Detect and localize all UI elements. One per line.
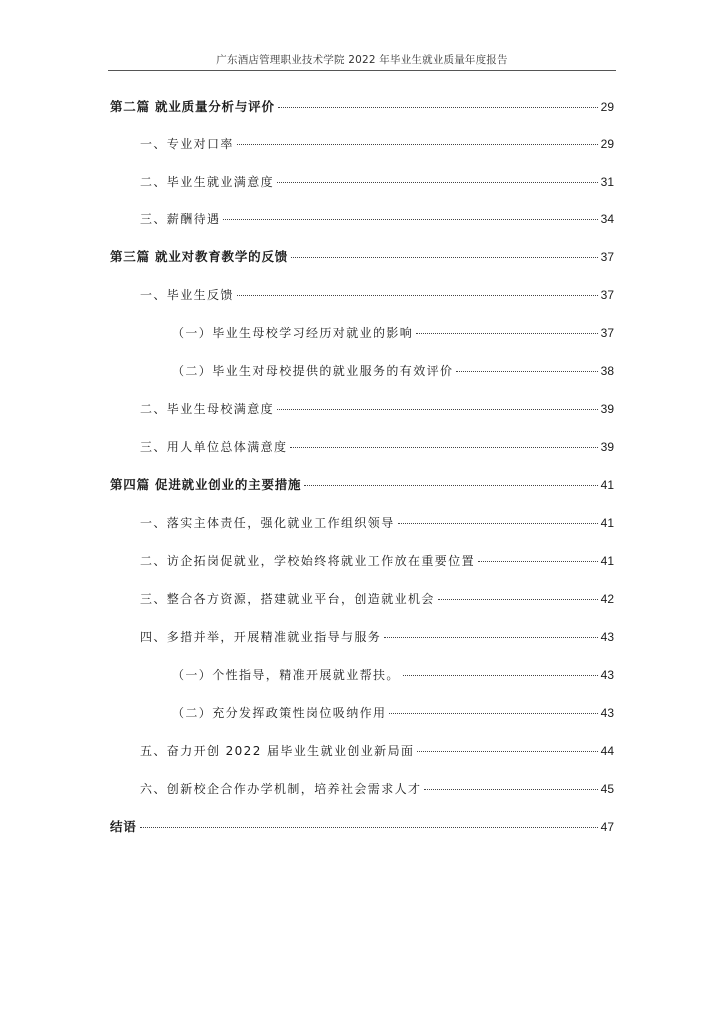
toc-page-number: 37 <box>600 288 614 302</box>
toc-entry[interactable] <box>140 438 614 456</box>
toc-dot-leader <box>223 219 597 220</box>
toc-page-number: 37 <box>600 326 614 340</box>
toc-page-number: 43 <box>600 668 614 682</box>
toc-entry[interactable] <box>140 400 614 418</box>
toc-dot-leader <box>278 107 598 108</box>
toc-dot-leader <box>237 295 598 296</box>
toc-entry-title: 二、毕业生就业满意度 <box>140 175 275 189</box>
toc-page-number: 45 <box>600 782 614 796</box>
toc-dot-leader <box>438 599 598 600</box>
toc-entry[interactable] <box>140 286 614 304</box>
toc-page-number: 42 <box>600 592 614 606</box>
toc-entry[interactable] <box>140 135 614 153</box>
toc-entry-title: （一）毕业生母校学习经历对就业的影响 <box>172 326 414 340</box>
toc-entry[interactable] <box>172 324 614 342</box>
toc-page-number: 41 <box>600 516 614 530</box>
toc-page-number: 31 <box>600 175 614 189</box>
toc-dot-leader <box>304 485 597 486</box>
header-divider <box>108 70 616 71</box>
toc-page-number: 43 <box>600 630 614 644</box>
page-header: 广东酒店管理职业技术学院 2022 年毕业生就业质量年度报告 <box>216 54 508 66</box>
toc-entry-title: 第三篇 就业对教育教学的反馈 <box>110 249 289 264</box>
toc-entry-part-4[interactable] <box>110 476 614 494</box>
toc-entry-title: 三、用人单位总体满意度 <box>140 440 288 454</box>
toc-entry-title: 三、薪酬待遇 <box>140 212 221 226</box>
toc-entry-title: 二、访企拓岗促就业，学校始终将就业工作放在重要位置 <box>140 554 476 568</box>
toc-entry[interactable] <box>140 742 614 760</box>
toc-entry-title: 二、毕业生母校满意度 <box>140 402 275 416</box>
toc-entry-title: 一、专业对口率 <box>140 137 234 151</box>
toc-page-number: 34 <box>600 212 614 226</box>
toc-entry[interactable] <box>140 590 614 608</box>
toc-page-number: 38 <box>600 364 614 378</box>
toc-dot-leader <box>290 447 597 448</box>
toc-entry-title: 四、多措并举，开展精准就业指导与服务 <box>140 630 382 644</box>
toc-dot-leader <box>416 333 597 334</box>
toc-entry-title: 一、落实主体责任，强化就业工作组织领导 <box>140 516 395 530</box>
toc-dot-leader <box>277 182 598 183</box>
toc-page-number: 29 <box>600 100 614 114</box>
toc-dot-leader <box>403 675 598 676</box>
toc-page-number: 39 <box>600 402 614 416</box>
toc-page-number: 47 <box>600 820 614 834</box>
toc-entry-title: 第四篇 促进就业创业的主要措施 <box>110 477 302 492</box>
toc-entry-title: 结语 <box>110 819 137 834</box>
toc-entry[interactable] <box>140 628 614 646</box>
toc-entry-title: （二）充分发挥政策性岗位吸纳作用 <box>172 706 387 720</box>
toc-dot-leader <box>140 827 598 828</box>
toc-page-number: 41 <box>600 478 614 492</box>
toc-dot-leader <box>237 144 598 145</box>
toc-entry-part-2[interactable] <box>110 98 614 116</box>
toc-dot-leader <box>417 751 597 752</box>
toc-entry[interactable] <box>140 514 614 532</box>
toc-dot-leader <box>398 523 598 524</box>
toc-dot-leader <box>424 789 597 790</box>
toc-page-number: 29 <box>600 137 614 151</box>
toc-entry[interactable] <box>140 173 614 191</box>
toc-entry-title: 五、奋力开创 2022 届毕业生就业创业新局面 <box>140 744 415 758</box>
toc-entry[interactable] <box>172 666 614 684</box>
toc-dot-leader <box>389 713 597 714</box>
toc-entry-conclusion[interactable] <box>110 818 614 836</box>
toc-entry-title: 一、毕业生反馈 <box>140 288 234 302</box>
toc-entry[interactable] <box>140 552 614 570</box>
toc-entry-part-3[interactable] <box>110 248 614 266</box>
toc-page-number: 43 <box>600 706 614 720</box>
toc-page-number: 39 <box>600 440 614 454</box>
toc-dot-leader <box>456 371 597 372</box>
toc-page-number: 44 <box>600 744 614 758</box>
toc-entry[interactable] <box>140 780 614 798</box>
toc-page-number: 37 <box>600 250 614 264</box>
toc-entry-title: 三、整合各方资源，搭建就业平台，创造就业机会 <box>140 592 435 606</box>
toc-entry-title: 六、创新校企合作办学机制，培养社会需求人才 <box>140 782 422 796</box>
toc-entry-title: （一）个性指导，精准开展就业帮扶。 <box>172 668 400 682</box>
toc-entry-title: 第二篇 就业质量分析与评价 <box>110 99 275 114</box>
toc-entry[interactable] <box>140 210 614 228</box>
toc-dot-leader <box>384 637 597 638</box>
toc-entry-title: （二）毕业生对母校提供的就业服务的有效评价 <box>172 364 454 378</box>
toc-dot-leader <box>291 257 598 258</box>
toc-dot-leader <box>478 561 598 562</box>
toc-page-number: 41 <box>600 554 614 568</box>
toc-dot-leader <box>277 409 598 410</box>
toc-entry[interactable] <box>172 704 614 722</box>
toc-entry[interactable] <box>172 362 614 380</box>
